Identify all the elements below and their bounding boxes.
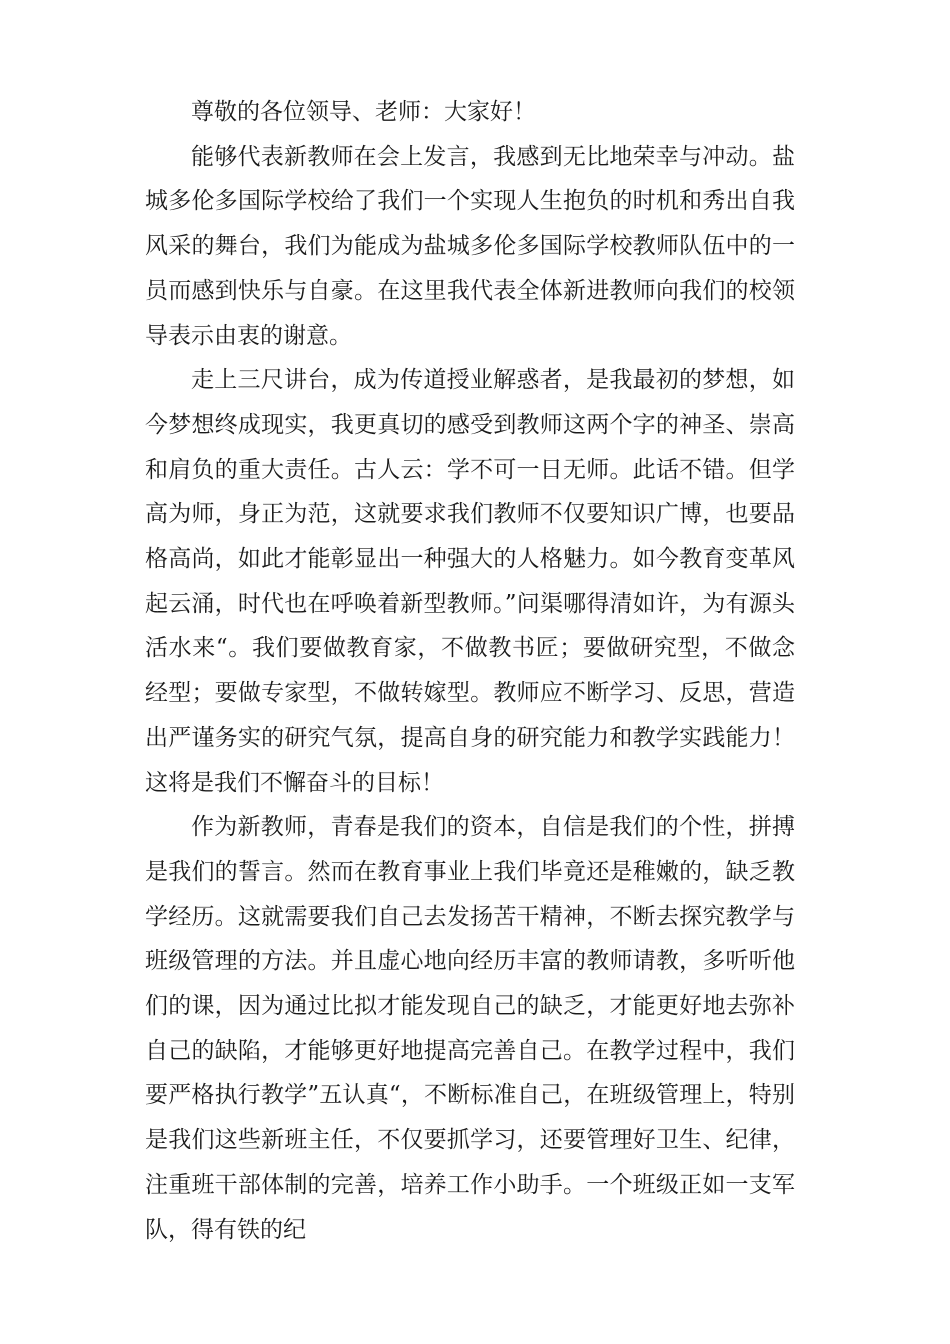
paragraph-new-teacher: 作为新教师，青春是我们的资本，自信是我们的个性，拼搏是我们的誓言。然而在教育事业上我们毕竟还是稚嫩的，缺乏教学经历。这就需要我们自己去发扬苦干精神，不断去探究教学与班级管理的方法。并且虚心地向经历丰富的教师请教，多听听他们的课，因为通过比拟才能发现自己的缺乏，才能更好地去弥补自己的缺陷，才能够更好地提高完善自己。在教学过程中，我们要严格执行教学”五认真“，不断标准自己，在班级管理上，特别是我们这些新班主任，不仅要抓学习，还要管理好卫生、纪律，注重班干部体制的完善，培养工作小助手。一个班级正如一支军队，得有铁的纪	[145, 814, 795, 1243]
paragraph-intro: 能够代表新教师在会上发言，我感到无比地荣幸与冲动。盐城多伦多国际学校给了我们一个实现人生抱负的时机和秀出自我风采的舞台，我们为能成为盐城多伦多国际学校教师队伍中的一员而感到快乐与自豪。在这里我代表全体新进教师向我们的校领导表示由衷的谢意。	[145, 143, 795, 349]
paragraph-dream: 走上三尺讲台，成为传道授业解惑者，是我最初的梦想，如今梦想终成现实，我更真切的感受到教师这两个字的神圣、崇高和肩负的重大责任。古人云：学不可一日无师。此话不错。但学高为师，身正为范，这就要求我们教师不仅要知识广博，也要品格高尚，如此才能彰显出一种强大的人格魅力。如今教育变革风起云涌，时代也在呼唤着新型教师。”问渠哪得清如许，为有源头活水来“。我们要做教育家，不做教书匠；要做研究型，不做念经型；要做专家型，不做转嫁型。教师应不断学习、反思，营造出严谨务实的研究气氛，提高自身的研究能力和教学实践能力！这将是我们不懈奋斗的目标！	[145, 367, 795, 796]
greeting-paragraph: 尊敬的各位领导、老师：大家好！	[191, 99, 536, 125]
speech-text	[145, 90, 795, 1252]
